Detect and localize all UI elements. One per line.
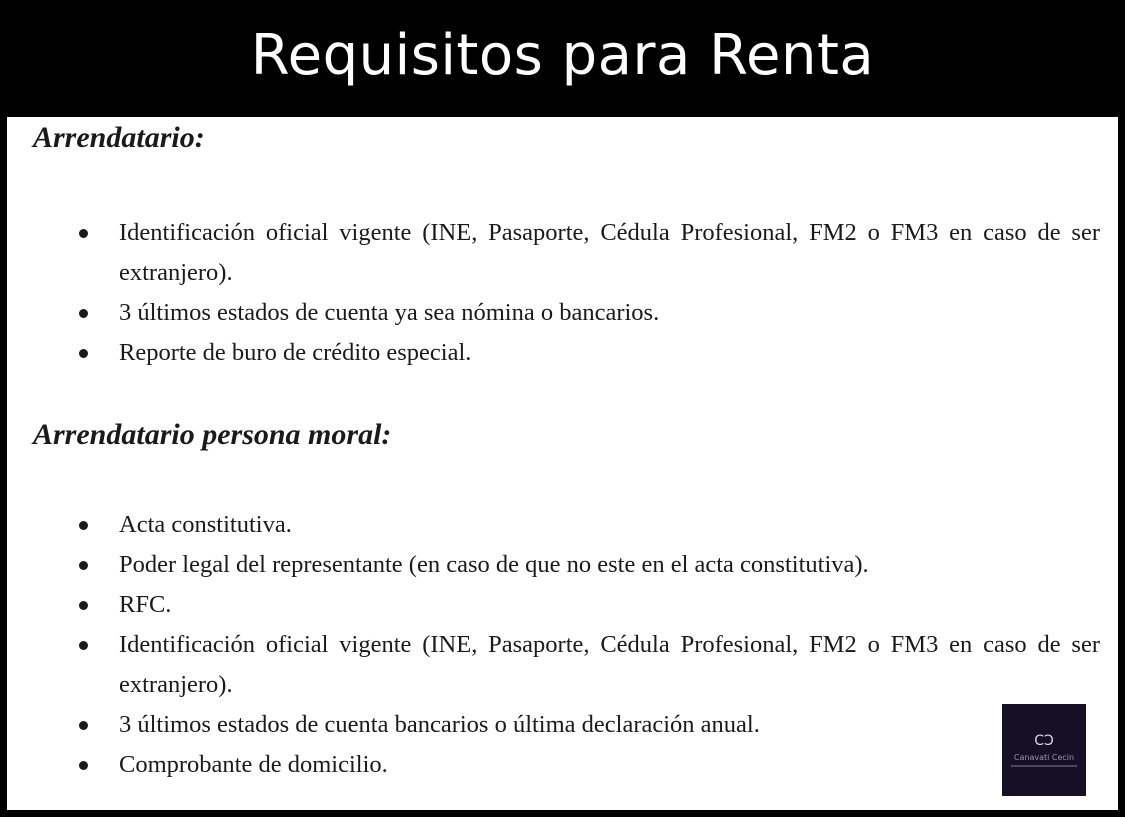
bullet-icon [79,761,88,770]
list-item [7,505,1118,545]
list-item [7,213,1118,293]
list-item-text: 3 últimos estados de cuenta bancarios o última declaración anual. [119,711,760,738]
logo-divider [1011,765,1077,767]
list-item-text: Identificación oficial vigente (INE, Pasaporte, Cédula Profesional, FM2 o FM3 en caso de ser extranjero). [119,219,1100,286]
logo-mark-icon: CƆ [1034,732,1054,749]
bullet-icon [79,561,88,570]
bullet-icon [79,229,88,238]
list-item [7,585,1118,625]
bullet-icon [79,641,88,650]
list-item [7,333,1118,373]
list-item-text: Comprobante de domicilio. [119,751,388,778]
list-item-text: Reporte de buro de crédito especial. [119,339,472,366]
slide-title: Requisitos para Renta [250,22,875,88]
list-item [7,705,1118,745]
bullet-icon [79,601,88,610]
list-item [7,745,1118,785]
bullet-icon [79,521,88,530]
section-heading-persona-moral: Arrendatario persona moral: [33,418,392,451]
document-page [7,117,1118,810]
title-bar [0,0,1125,117]
bullet-icon [79,721,88,730]
list-item [7,625,1118,705]
company-logo [1002,704,1086,796]
list-item [7,545,1118,585]
section-heading-arrendatario: Arrendatario: [33,121,205,154]
list-item-text: Poder legal del representante (en caso de que no este en el acta constitutiva). [119,551,869,578]
list-item-text: RFC. [119,591,172,618]
bullet-icon [79,309,88,318]
requirements-list-persona-moral [7,505,1118,785]
bullet-icon [79,349,88,358]
list-item-text: Acta constitutiva. [119,511,292,538]
requirements-list-arrendatario [7,213,1118,373]
list-item [7,293,1118,333]
list-item-text: Identificación oficial vigente (INE, Pasaporte, Cédula Profesional, FM2 o FM3 en caso de ser extranjero). [119,631,1100,698]
list-item-text: 3 últimos estados de cuenta ya sea nómina o bancarios. [119,299,660,326]
logo-text: Canavati Cecin [1013,752,1075,762]
